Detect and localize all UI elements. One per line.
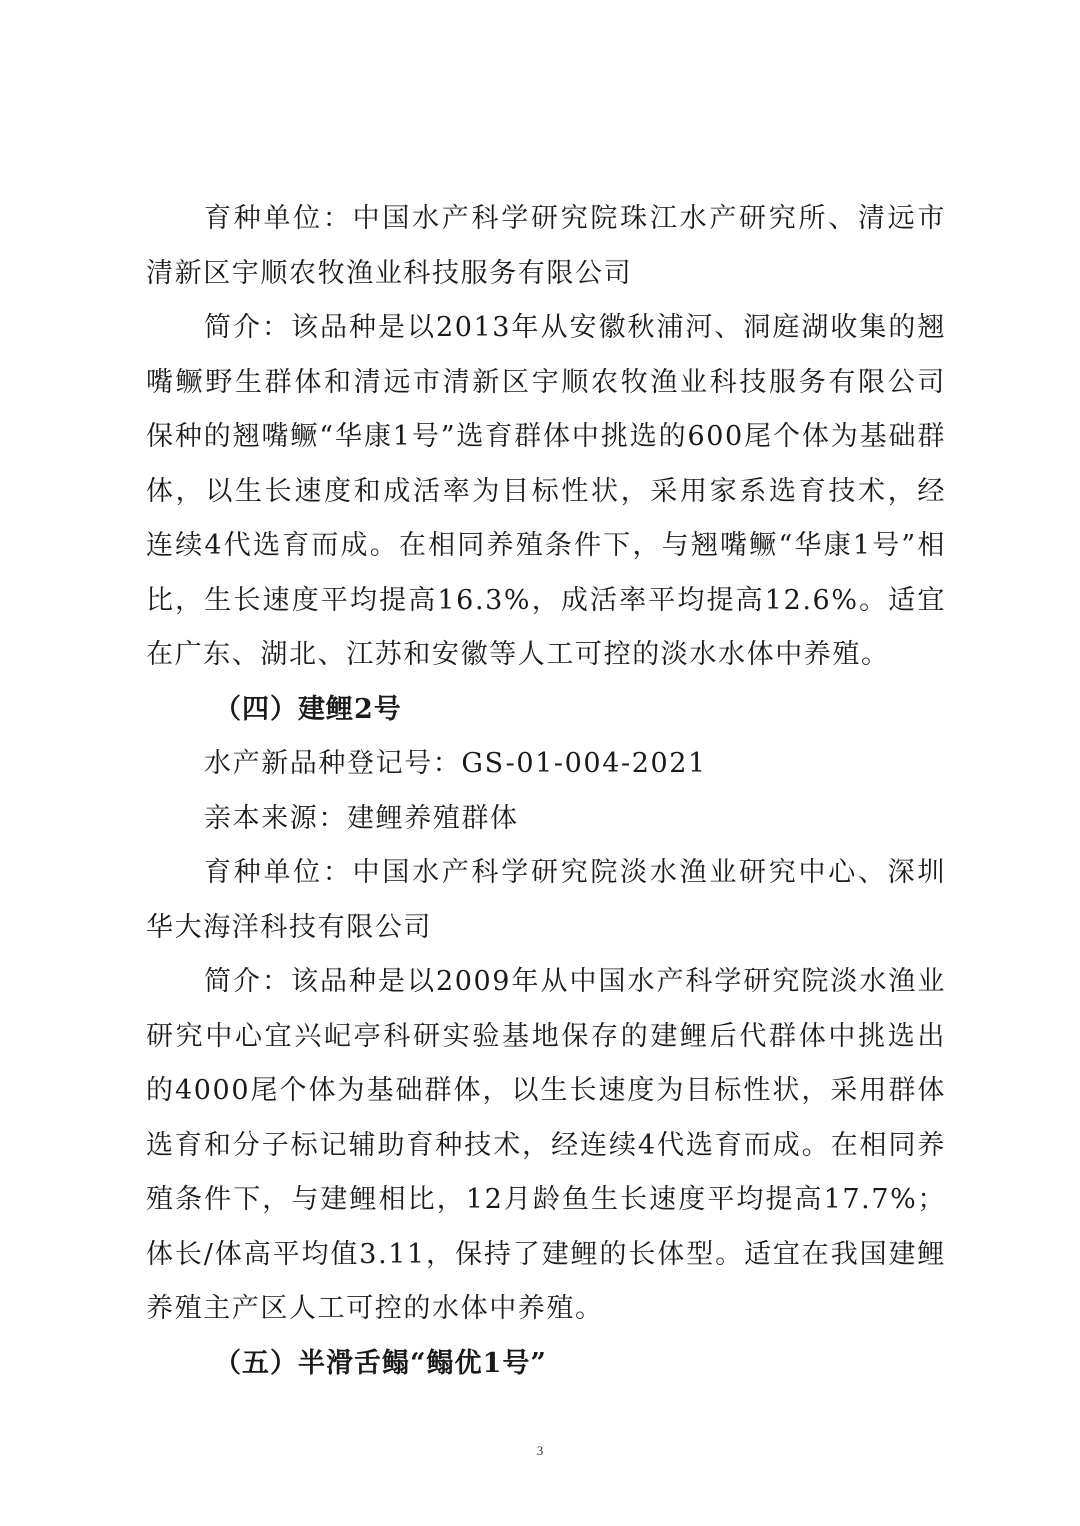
page-number: 3 (536, 1443, 544, 1458)
introduction-paragraph-4: 简介：该品种是以2009年从中国水产科学研究院淡水渔业研究中心宜兴屺亭科研实验基地保存的建鲤后代群体中挑选出的4000尾个体为基础群体，以生长速度为目标性状，采用群体选育和分子标记辅助育种技术，经连续4代选育而成。在相同养殖条件下，与建鲤相比，12月龄鱼生长速度平均提高17.7%；体长/体高平均值3.11，保持了建鲤的长体型。适宜在我国建鲤养殖主产区人工可控的水体中养殖。 (146, 966, 946, 1324)
breeding-unit-paragraph-3: 育种单位：中国水产科学研究院珠江水产研究所、清远市清新区宇顺农牧渔业科技服务有限公司 (146, 203, 946, 289)
introduction-paragraph-3: 简介：该品种是以2013年从安徽秋浦河、洞庭湖收集的翘嘴鳜野生群体和清远市清新区宇顺农牧渔业科技服务有限公司保种的翘嘴鳜“华康1号”选育群体中挑选的600尾个体为基础群体，以生长速度和成活率为目标性状，采用家系选育技术，经连续4代选育而成。在相同养殖条件下，与翘嘴鳜“华康1号”相比，生长速度平均提高16.3%，成活率平均提高12.6%。适宜在广东、湖北、江苏和安徽等人工可控的淡水水体中养殖。 (146, 312, 946, 670)
section-heading-5: （五）半滑舌鳎“鳎优1号” (214, 1347, 547, 1379)
registration-number-line: 水产新品种登记号：GS-01-004-2021 (204, 748, 707, 779)
document-body (146, 192, 946, 1391)
section-heading-4: （四）建鲤2号 (214, 693, 402, 725)
parent-source-line: 亲本来源：建鲤养殖群体 (204, 802, 519, 834)
breeding-unit-paragraph-4: 育种单位：中国水产科学研究院淡水渔业研究中心、深圳华大海洋科技有限公司 (146, 857, 946, 943)
